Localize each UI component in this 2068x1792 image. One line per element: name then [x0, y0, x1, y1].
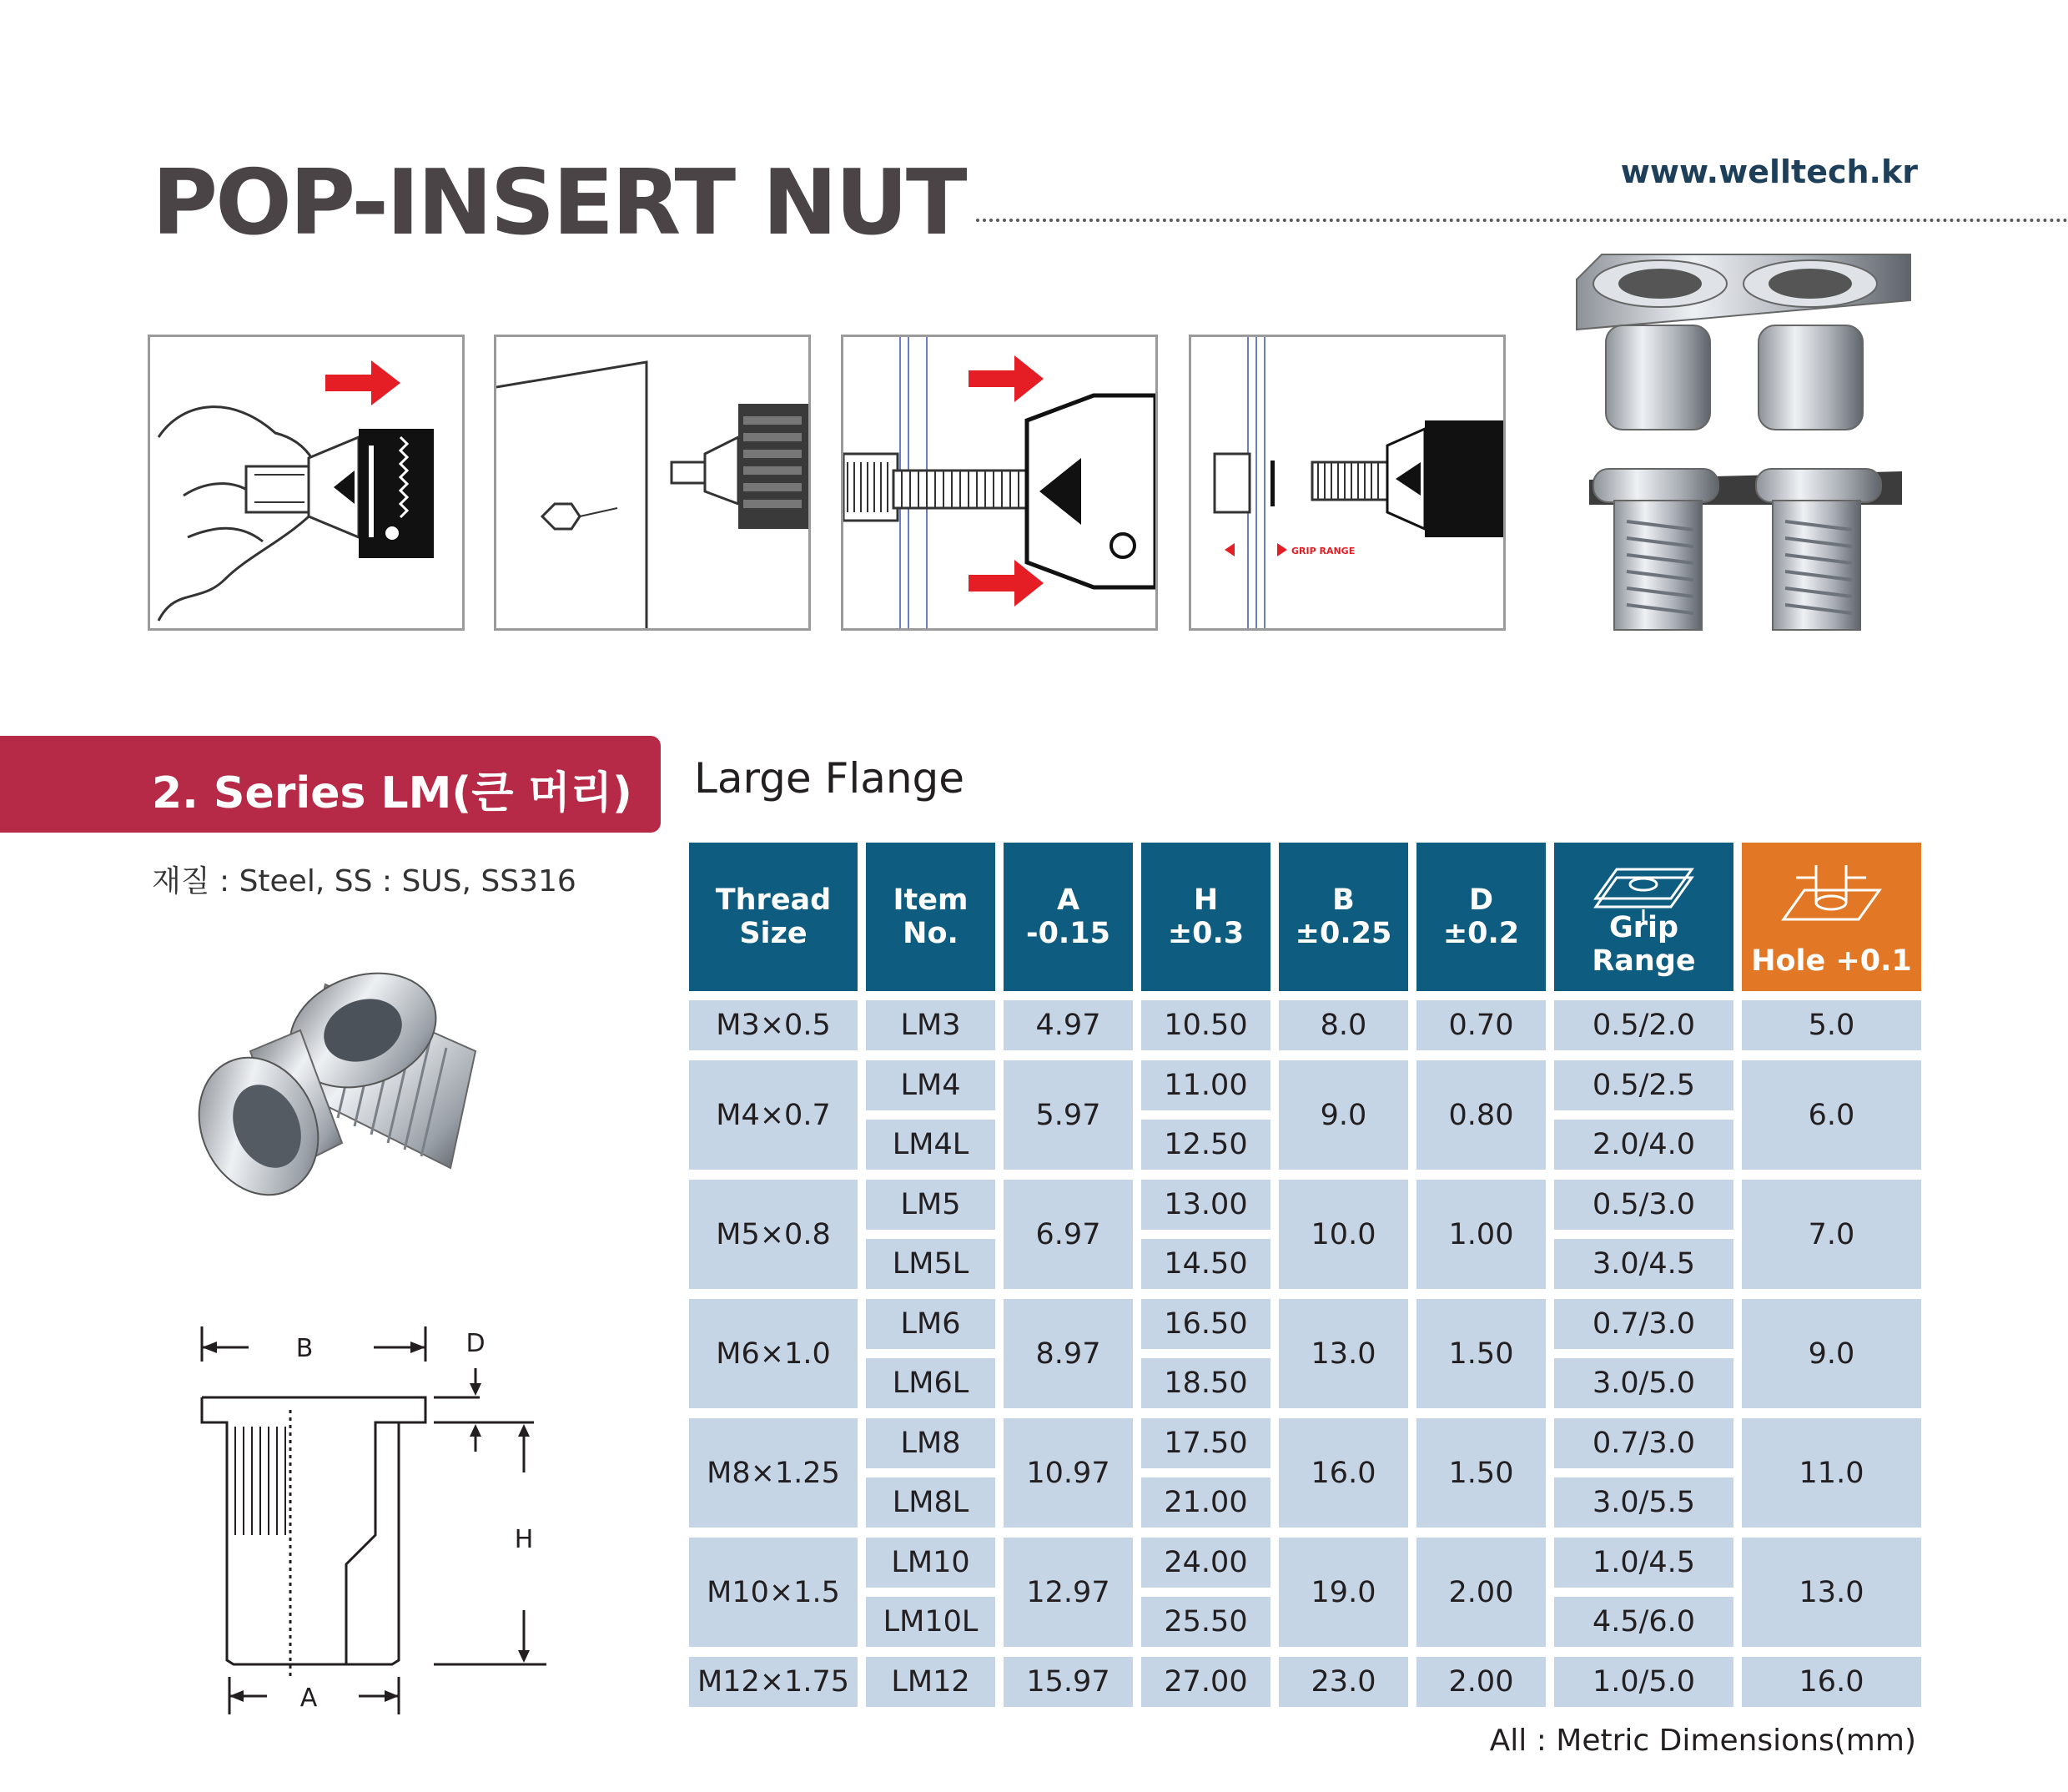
step-2-illustration: [494, 335, 811, 631]
table-cell-h: 16.50: [1141, 1299, 1270, 1349]
table-cell-grip: 4.5/6.0: [1554, 1597, 1733, 1647]
step-3-illustration: [841, 335, 1158, 631]
table-cell-a: 10.97: [1004, 1418, 1133, 1528]
table-cell-h: 24.00: [1141, 1538, 1270, 1588]
dimension-label-h: H: [514, 1525, 534, 1554]
material-note: 재질 : Steel, SS : SUS, SS316: [152, 864, 576, 899]
dimension-label-a: A: [299, 1684, 318, 1713]
table-cell-grip: 0.7/3.0: [1554, 1299, 1733, 1349]
table-cell-hole: 16.0: [1742, 1657, 1921, 1707]
header-thread-size: Thread Size: [689, 843, 858, 991]
table-cell-b: 23.0: [1279, 1657, 1408, 1707]
table-cell-h: 10.50: [1141, 1000, 1270, 1050]
header-h: H ±0.3: [1141, 843, 1270, 991]
table-cell-items: LM12: [866, 1657, 995, 1707]
table-cell-h: 11.00: [1141, 1060, 1270, 1110]
header-b: B ±0.25: [1279, 843, 1408, 991]
table-cell-b: 8.0: [1279, 1000, 1408, 1050]
table-cell-h: 14.50: [1141, 1239, 1270, 1289]
table-cell-items: LM8L: [866, 1477, 995, 1528]
table-cell-h: 25.50: [1141, 1597, 1270, 1647]
table-cell-h: 27.00: [1141, 1657, 1270, 1707]
table-cell-hole: 7.0: [1742, 1180, 1921, 1289]
step-4-illustration: [1189, 335, 1506, 631]
table-cell-d: 1.50: [1416, 1418, 1546, 1528]
table-cell-grip: 0.5/2.0: [1554, 1000, 1733, 1050]
table-cell-h: 12.50: [1141, 1120, 1270, 1170]
dimension-label-d: D: [465, 1329, 486, 1358]
table-cell-grip: 3.0/4.5: [1554, 1239, 1733, 1289]
table-cell-thread: M10×1.5: [689, 1538, 858, 1647]
table-cell-b: 19.0: [1279, 1538, 1408, 1647]
grip-range-icon: [1592, 861, 1696, 924]
table-cell-hole: 5.0: [1742, 1000, 1921, 1050]
step-1-illustration: [148, 335, 465, 631]
table-cell-items: LM6L: [866, 1358, 995, 1408]
table-cell-grip: 1.0/4.5: [1554, 1538, 1733, 1588]
table-cell-items: LM5: [866, 1180, 995, 1230]
table-cell-a: 12.97: [1004, 1538, 1133, 1647]
table-cell-grip: 0.7/3.0: [1554, 1418, 1733, 1468]
table-cell-items: LM4L: [866, 1120, 995, 1170]
website-url[interactable]: www.welltech.kr: [1620, 154, 1918, 190]
table-cell-h: 17.50: [1141, 1418, 1270, 1468]
table-cell-grip: 2.0/4.0: [1554, 1120, 1733, 1170]
header-a: A -0.15: [1004, 843, 1133, 991]
table-cell-d: 1.00: [1416, 1180, 1546, 1289]
table-cell-items: LM6: [866, 1299, 995, 1349]
table-cell-thread: M6×1.0: [689, 1299, 858, 1408]
table-cell-b: 9.0: [1279, 1060, 1408, 1170]
table-cell-hole: 9.0: [1742, 1299, 1921, 1408]
table-cell-b: 13.0: [1279, 1299, 1408, 1408]
table-cell-items: LM5L: [866, 1239, 995, 1289]
table-cell-items: LM10: [866, 1538, 995, 1588]
table-cell-h: 21.00: [1141, 1477, 1270, 1528]
series-subtitle: Large Flange: [694, 754, 965, 803]
table-cell-hole: 13.0: [1742, 1538, 1921, 1647]
table-cell-d: 2.00: [1416, 1538, 1546, 1647]
table-cell-grip: 0.5/2.5: [1554, 1060, 1733, 1110]
table-cell-a: 15.97: [1004, 1657, 1133, 1707]
table-cell-d: 0.80: [1416, 1060, 1546, 1170]
table-cell-items: LM4: [866, 1060, 995, 1110]
table-cell-hole: 6.0: [1742, 1060, 1921, 1170]
table-cell-thread: M5×0.8: [689, 1180, 858, 1289]
table-cell-a: 4.97: [1004, 1000, 1133, 1050]
dimension-drawing: [192, 1310, 559, 1727]
table-cell-d: 0.70: [1416, 1000, 1546, 1050]
table-cell-b: 10.0: [1279, 1180, 1408, 1289]
header-grip-range: Grip Range: [1554, 843, 1733, 991]
table-cell-grip: 3.0/5.5: [1554, 1477, 1733, 1528]
table-cell-items: LM3: [866, 1000, 995, 1050]
table-cell-items: LM10L: [866, 1597, 995, 1647]
table-cell-thread: M8×1.25: [689, 1418, 858, 1528]
page-title: POP-INSERT NUT: [152, 151, 965, 255]
product-photo-pair: [1568, 250, 1919, 642]
table-cell-d: 1.50: [1416, 1299, 1546, 1408]
table-cell-grip: 1.0/5.0: [1554, 1657, 1733, 1707]
table-cell-thread: M4×0.7: [689, 1060, 858, 1170]
dimension-label-b: B: [295, 1334, 314, 1363]
table-cell-grip: 0.5/3.0: [1554, 1180, 1733, 1230]
product-photo-single: [184, 959, 534, 1218]
table-cell-d: 2.00: [1416, 1657, 1546, 1707]
header-item-no: Item No.: [866, 843, 995, 991]
grip-range-label: GRIP RANGE: [1291, 546, 1356, 556]
table-cell-hole: 11.0: [1742, 1418, 1921, 1528]
footnote: All : Metric Dimensions(mm): [1489, 1724, 1916, 1758]
hole-icon: [1779, 861, 1884, 928]
table-cell-h: 13.00: [1141, 1180, 1270, 1230]
table-cell-a: 8.97: [1004, 1299, 1133, 1408]
table-cell-h: 18.50: [1141, 1358, 1270, 1408]
table-cell-thread: M12×1.75: [689, 1657, 858, 1707]
table-cell-a: 5.97: [1004, 1060, 1133, 1170]
table-cell-a: 6.97: [1004, 1180, 1133, 1289]
header-hole: Hole +0.1: [1742, 843, 1921, 991]
table-cell-grip: 3.0/5.0: [1554, 1358, 1733, 1408]
header-d: D ±0.2: [1416, 843, 1546, 991]
table-cell-b: 16.0: [1279, 1418, 1408, 1528]
table-cell-thread: M3×0.5: [689, 1000, 858, 1050]
series-title: 2. Series LM(큰 머리): [152, 768, 632, 818]
table-cell-items: LM8: [866, 1418, 995, 1468]
title-divider: [976, 219, 2068, 222]
